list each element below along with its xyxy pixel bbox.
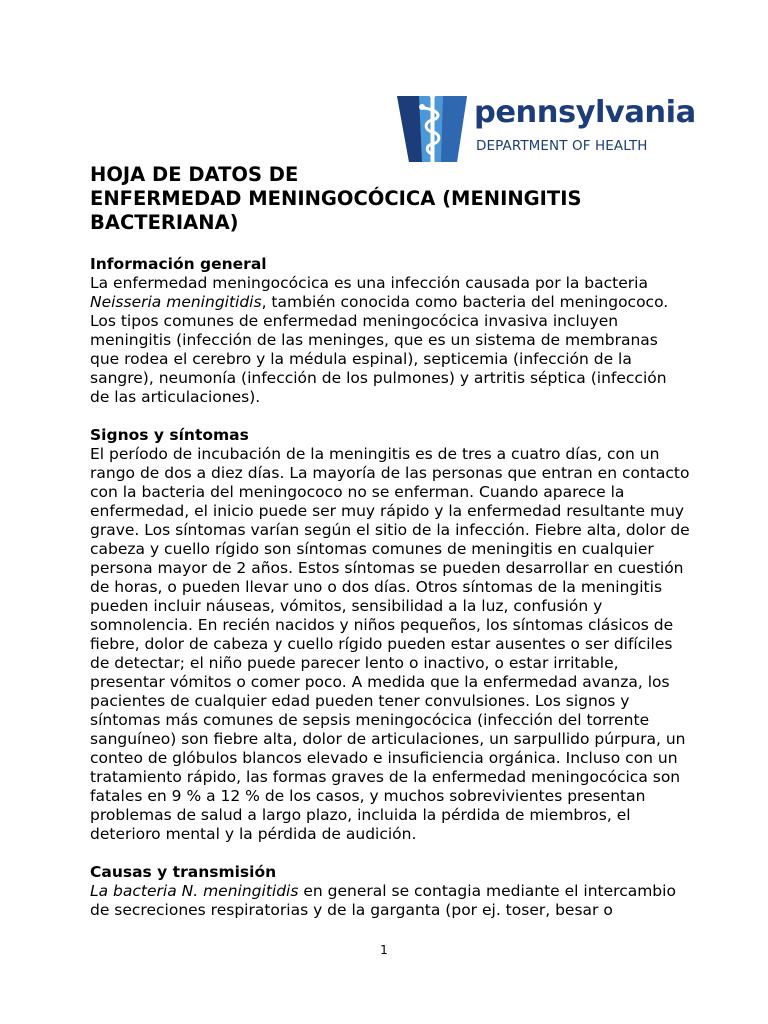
paragraph-text: La enfermedad meningocócica es una infección causada por la bacteria bbox=[90, 274, 648, 292]
document-title bbox=[90, 163, 690, 235]
pennsylvania-doh-logo bbox=[397, 92, 696, 166]
section-general-info bbox=[90, 255, 690, 407]
page-number: 1 bbox=[380, 943, 388, 957]
paragraph-text: en general se contagia mediante el intercambio de secreciones respiratorias y de la garganta (por ej. toser, besar o bbox=[90, 882, 676, 919]
section-heading: Información general bbox=[90, 255, 267, 273]
section-paragraph bbox=[90, 882, 690, 920]
species-name: La bacteria N. meningitidis bbox=[90, 882, 299, 900]
logo-department: DEPARTMENT OF HEALTH bbox=[476, 138, 648, 154]
keystone-caduceus-icon bbox=[397, 92, 473, 166]
document-body bbox=[90, 163, 690, 939]
section-causes-transmission bbox=[90, 863, 690, 920]
title-line: HOJA DE DATOS DE bbox=[90, 163, 299, 186]
paragraph-text: , también conocida como bacteria del meningococo. Los tipos comunes de enfermedad meningocócica invasiva incluyen meningitis (infección de las meninges, que es un sistema de membranas que rodea el cerebro y la médula espinal), septicemia (infección de la sangre), neumonía (infección de los pulmones) y artritis séptica (infección de las articulaciones). bbox=[90, 293, 669, 406]
section-paragraph: El período de incubación de la meningitis es de tres a cuatro días, con un rango de dos a diez días. La mayoría de las personas que entran en contacto con la bacteria del meningococo no se enferman. Cuando aparece la enfermedad, el inicio puede ser muy rápido y la enfermedad resultante muy grave. Los síntomas varían según el sitio de la infección. Fiebre alta, dolor de cabeza y cuello rígido son síntomas comunes de meningitis en cualquier persona mayor de 2 años. Estos síntomas se pueden desarrollar en cuestión de horas, o pueden llevar uno o dos días. Otros síntomas de la meningitis pueden incluir náuseas, vómitos, sensibilidad a la luz, confusión y somnolencia. En recién nacidos y niños pequeños, los síntomas clásicos de fiebre, dolor de cabeza y cuello rígido pueden estar ausentes o ser difíciles de detectar; el niño puede parecer lento o inactivo, o estar irritable, presentar vómitos o comer poco. A medida que la enfermedad avanza, los pacientes de cualquier edad pueden tener convulsiones. Los signos y síntomas más comunes de sepsis meningocócica (infección del torrente sanguíneo) son fiebre alta, dolor de articulaciones, un sarpullido púrpura, un conteo de glóbulos blancos elevado e insuficiencia orgánica. Incluso con un tratamiento rápido, las formas graves de la enfermedad meningocócica son fatales en 9 % a 12 % de los casos, y muchos sobrevivientes presentan problemas de salud a largo plazo, incluida la pérdida de miembros, el deterioro mental y la pérdida de audición. bbox=[90, 445, 690, 843]
section-paragraph bbox=[90, 274, 690, 407]
logo-wordmark: pennsylvania bbox=[474, 95, 696, 130]
title-line: BACTERIANA) bbox=[90, 211, 239, 234]
title-line: ENFERMEDAD MENINGOCÓCICA (MENINGITIS bbox=[90, 187, 582, 210]
section-heading: Signos y síntomas bbox=[90, 426, 249, 444]
section-heading: Causas y transmisión bbox=[90, 863, 277, 881]
section-signs-symptoms bbox=[90, 426, 690, 844]
species-name: Neisseria meningitidis bbox=[90, 293, 262, 311]
